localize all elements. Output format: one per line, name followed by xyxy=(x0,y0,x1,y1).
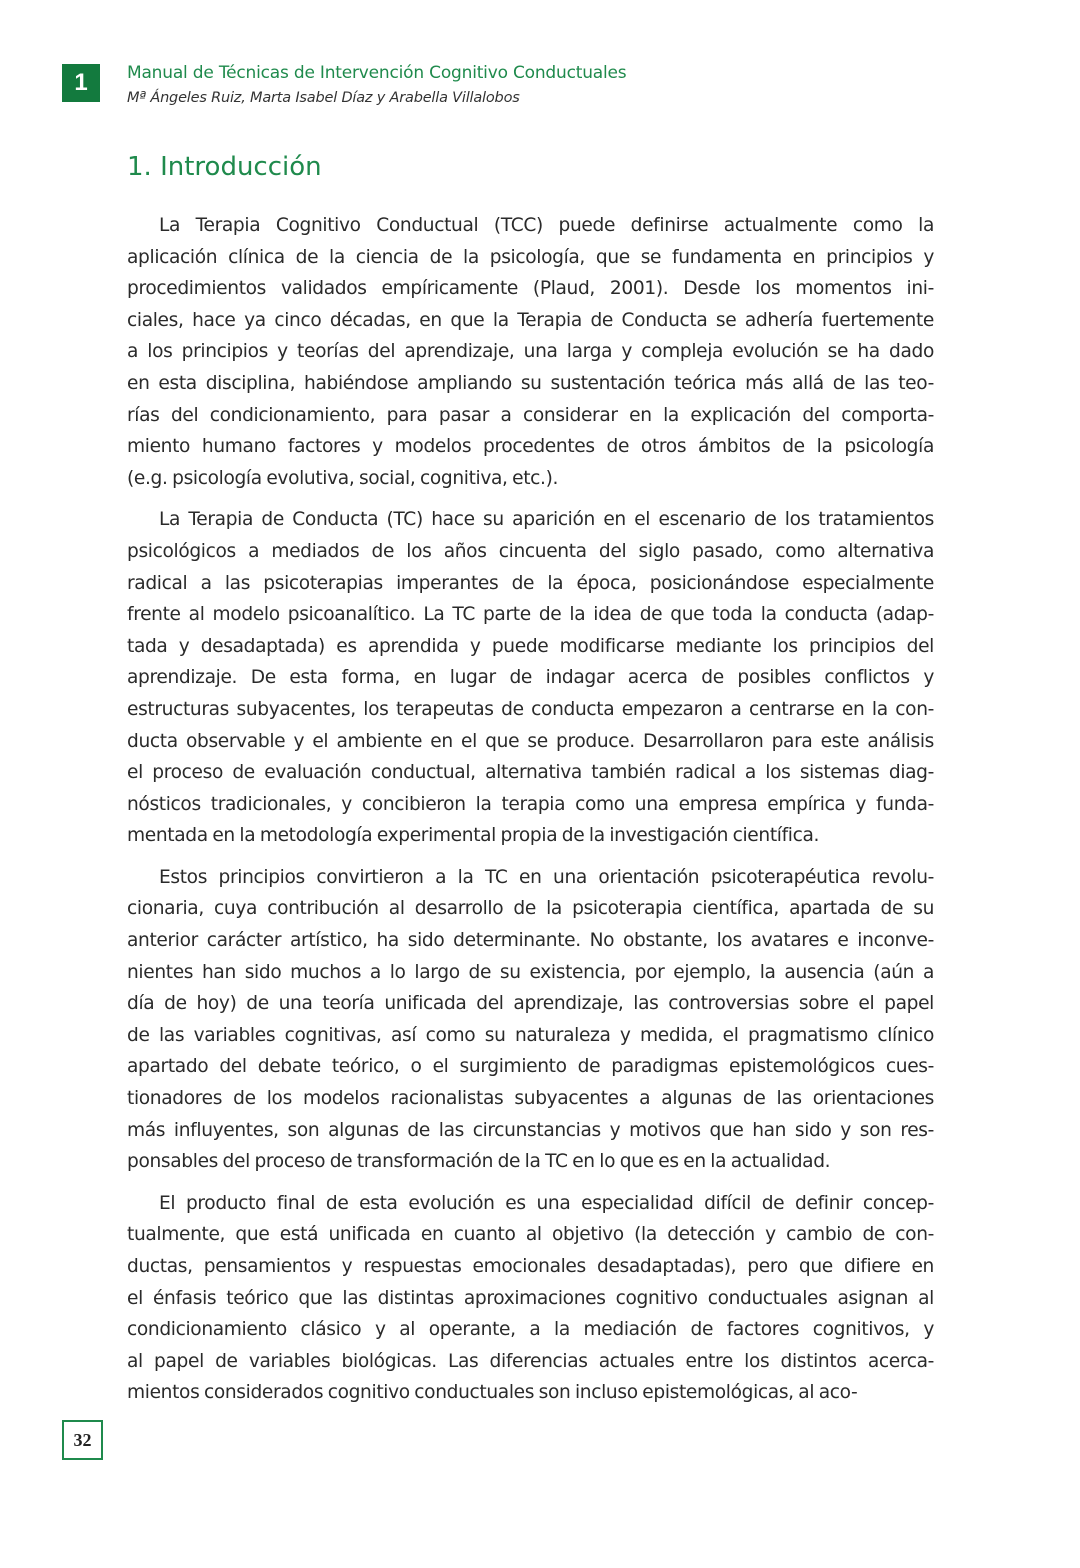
paragraph-line: radical a las psicoterapias imperantes de la época, posicionándose especialmente xyxy=(127,572,934,594)
paragraph-line: mentada en la metodología experimental propia de la investigación científica. xyxy=(127,825,820,847)
paragraph-line: a los principios y teorías del aprendizaje, una larga y compleja evolución se ha dado xyxy=(127,341,934,363)
paragraph-line: de las variables cognitivas, así como su naturaleza y medida, el pragmatismo clínico xyxy=(127,1024,934,1046)
paragraph-line: nientes han sido muchos a lo largo de su existencia, por ejemplo, la ausencia (aún a xyxy=(127,961,934,983)
paragraph xyxy=(127,1188,934,1409)
book-authors: Mª Ángeles Ruiz, Marta Isabel Díaz y Arabella Villalobos xyxy=(127,90,520,106)
paragraph-line: Estos principios convirtieron a la TC en una orientación psicoterapéutica revolu- xyxy=(159,866,934,888)
paragraph-line: tualmente, que está unificada en cuanto al objetivo (la detección y cambio de con- xyxy=(127,1224,934,1246)
paragraph-line: rías del condicionamiento, para pasar a considerar en la explicación del comporta- xyxy=(127,404,934,426)
chapter-number-badge: 1 xyxy=(62,64,100,102)
body-text xyxy=(127,210,934,1419)
paragraph-line: La Terapia Cognitivo Conductual (TCC) puede definirse actualmente como la xyxy=(159,215,934,236)
paragraph-line: ducta observable y el ambiente en el que se produce. Desarrollaron para este análisis xyxy=(127,730,934,752)
paragraph-line: tada y desadaptada) es aprendida y puede modificarse mediante los principios del xyxy=(127,635,934,657)
page-number: 32 xyxy=(62,1420,103,1460)
paragraph xyxy=(127,504,934,852)
paragraph-line: estructuras subyacentes, los terapeutas de conducta empezaron a centrarse en la con- xyxy=(127,698,934,720)
paragraph-line: el proceso de evaluación conductual, alternativa también radical a los sistemas diag- xyxy=(127,762,934,784)
paragraph-line: El producto final de esta evolución es una especialidad difícil de definir concep- xyxy=(159,1192,934,1214)
paragraph-line: frente al modelo psicoanalítico. La TC parte de la idea de que toda la conducta (adap- xyxy=(127,604,934,626)
paragraph-line: ponsables del proceso de transformación de la TC en lo que es en la actualidad. xyxy=(127,1151,831,1173)
paragraph-line: apartado del debate teórico, o el surgimiento de paradigmas epistemológicos cues- xyxy=(127,1056,934,1078)
paragraph-line: cionaria, cuya contribución al desarrollo de la psicoterapia científica, apartada de su xyxy=(127,898,934,920)
paragraph-line: nósticos tradicionales, y concibieron la terapia como una empresa empírica y funda- xyxy=(127,793,934,815)
paragraph-line: ductas, pensamientos y respuestas emocionales desadaptadas), pero que difiere en xyxy=(127,1256,934,1277)
paragraph-line: condicionamiento clásico y al operante, a la mediación de factores cognitivos, y xyxy=(127,1319,934,1341)
paragraph xyxy=(127,210,934,494)
section-title: 1. Introducción xyxy=(127,152,322,182)
paragraph-line: día de hoy) de una teoría unificada del aprendizaje, las controversias sobre el papel xyxy=(127,993,934,1015)
paragraph-line: La Terapia de Conducta (TC) hace su aparición en el escenario de los tratamientos xyxy=(159,509,934,531)
paragraph-line: aprendizaje. De esta forma, en lugar de indagar acerca de posibles conflictos y xyxy=(127,667,934,689)
paragraph-line: tionadores de los modelos racionalistas subyacentes a algunas de las orientaciones xyxy=(127,1088,934,1110)
paragraph-line: (e.g. psicología evolutiva, social, cognitiva, etc.). xyxy=(127,467,559,489)
paragraph-line: más influyentes, son algunas de las circunstancias y motivos que han sido y son res- xyxy=(127,1119,934,1141)
paragraph-line: miento humano factores y modelos procedentes de otros ámbitos de la psicología xyxy=(127,436,934,458)
paragraph-line: psicológicos a mediados de los años cincuenta del siglo pasado, como alternativa xyxy=(127,540,934,562)
paragraph-line: al papel de variables biológicas. Las diferencias actuales entre los distintos acerca- xyxy=(127,1350,934,1372)
paragraph-line: en esta disciplina, habiéndose ampliando su sustentación teórica más allá de las teo- xyxy=(127,372,934,394)
paragraph-line: aplicación clínica de la ciencia de la psicología, que se fundamenta en principios y xyxy=(127,246,934,268)
paragraph-line: el énfasis teórico que las distintas aproximaciones cognitivo conductuales asignan al xyxy=(127,1287,934,1309)
book-title: Manual de Técnicas de Intervención Cognitivo Conductuales xyxy=(127,63,627,83)
paragraph-line: ciales, hace ya cinco décadas, en que la Terapia de Conducta se adhería fuertemente xyxy=(127,309,934,331)
paragraph-line: procedimientos validados empíricamente (Plaud, 2001). Desde los momentos ini- xyxy=(127,278,934,300)
paragraph-line: mientos considerados cognitivo conductuales son incluso epistemológicas, al aco- xyxy=(127,1382,858,1404)
paragraph-line: anterior carácter artístico, ha sido determinante. No obstante, los avatares e inconve- xyxy=(127,930,934,952)
paragraph xyxy=(127,862,934,1178)
